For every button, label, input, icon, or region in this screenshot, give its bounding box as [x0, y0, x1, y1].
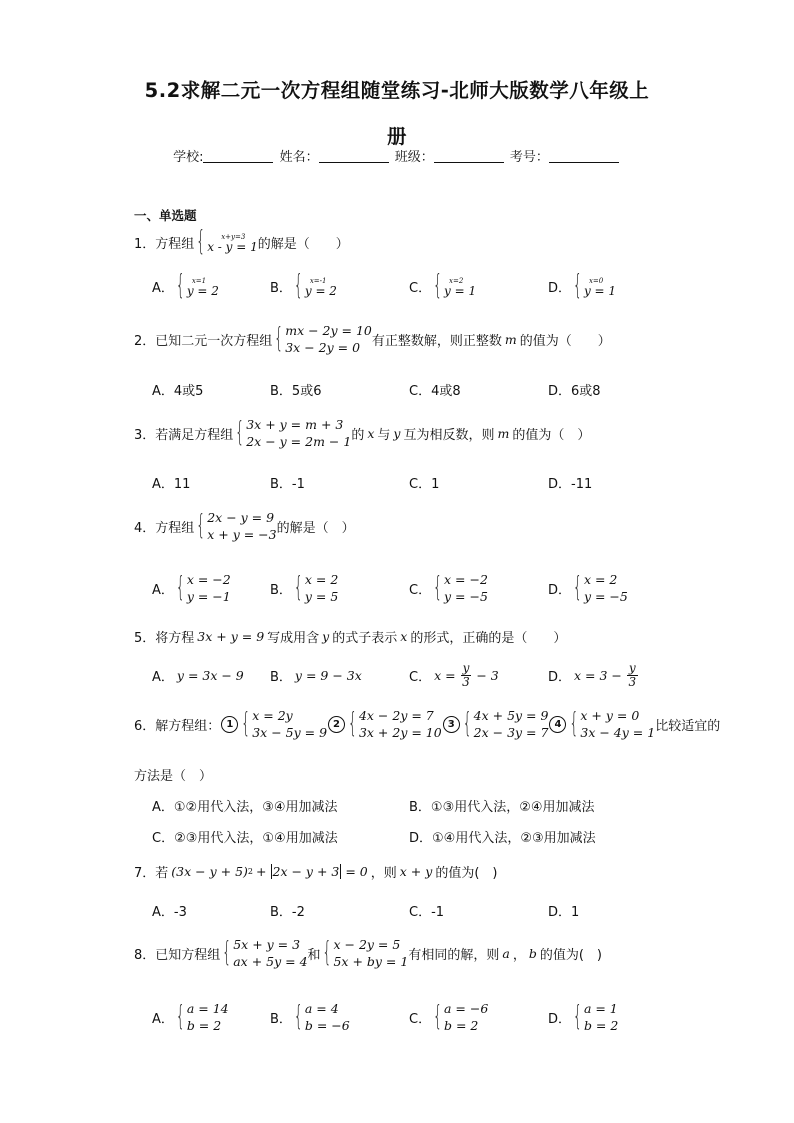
question-text: 的	[351, 427, 365, 443]
equation: 4x + 5y = 9	[473, 708, 549, 723]
exponent: 2	[247, 867, 254, 876]
circled-number: 4	[549, 716, 566, 733]
equation: y = −5	[583, 589, 628, 604]
option-b[interactable]: B． { x=-1 y = 2	[270, 270, 337, 302]
option-c[interactable]: C． { x=2 y = 1	[409, 270, 477, 302]
circled-number: 1	[221, 716, 238, 733]
fraction: $\frac{y}{3}$	[462, 661, 470, 689]
equation: x - y = 1	[207, 240, 258, 254]
question-text: 将方程	[155, 631, 195, 646]
equation: 3x − 4y = 1	[580, 725, 656, 740]
equation: 3x + 2y = 10	[358, 725, 442, 740]
option-c[interactable]: C． { a = −6 b = 2	[409, 1001, 489, 1033]
title-line-1: 5.2求解二元一次方程组随堂练习-北师大版数学八年级上	[144, 79, 650, 102]
option-d[interactable]: D．①④用代入法，②③用加减法	[409, 831, 596, 846]
question-1	[134, 226, 349, 258]
variable: a	[502, 945, 510, 961]
option-b[interactable]: B． y = 9 − 3x	[270, 668, 362, 685]
equation-system: { x+y=3 x - y = 1	[196, 226, 258, 258]
option-c[interactable]: C．4或8	[409, 384, 461, 399]
expression: 2x − y + 3	[272, 864, 340, 879]
option-a[interactable]: A． { x=1 y = 2	[152, 270, 219, 302]
question-text: 互为相反数，则	[403, 427, 495, 443]
question-number: 3．	[134, 427, 156, 443]
question-text: 若满足方程组	[155, 427, 234, 443]
question-text: 解方程组：	[155, 718, 221, 734]
option-a[interactable]: A． { a = 14 b = 2	[152, 1001, 229, 1033]
option-d[interactable]: D．1	[548, 905, 580, 920]
equation: 5x + y = 3	[233, 937, 301, 952]
question-text: 有正整数解，则正整数	[371, 333, 502, 349]
question-2	[134, 322, 611, 356]
abs-bar	[340, 864, 341, 879]
equation: x=0	[588, 277, 604, 285]
option-b[interactable]: B． { a = 4 b = −6	[270, 1001, 350, 1033]
option-a[interactable]: A．4或5	[152, 384, 204, 399]
equation: x + y = −3	[207, 527, 277, 542]
question-text: 方程组	[155, 236, 195, 252]
fraction: $\frac{y}{3}$	[628, 661, 637, 689]
question-number: 4．	[134, 520, 156, 536]
option-d[interactable]: D．6或8	[548, 384, 601, 399]
section-heading: 一、单选题	[134, 208, 197, 223]
question-text: 的式子表示	[332, 631, 398, 646]
option-c[interactable]: C． { x = −2 y = −5	[409, 572, 488, 604]
option-d[interactable]: D．-11	[548, 477, 593, 492]
equation: x = −2	[444, 572, 488, 587]
equation: 2x − y = 9	[207, 510, 275, 525]
option-a[interactable]: A．①②用代入法，③④用加减法	[152, 800, 338, 815]
option-a[interactable]: A． y = 3x − 9	[152, 668, 244, 685]
school-label: 学校:	[173, 150, 204, 165]
option-b[interactable]: B．-2	[270, 905, 305, 920]
question-text: 与	[377, 427, 391, 443]
option-c[interactable]: C．②③用代入法，①④用加减法	[152, 831, 338, 846]
option-d[interactable]: D． { x=0 y = 1	[548, 270, 617, 302]
equation: a = 14	[186, 1001, 229, 1016]
question-text: 的解是（ ）	[257, 236, 349, 252]
equation: b = 2	[186, 1018, 222, 1033]
option-d[interactable]: D． { a = 1 b = 2	[548, 1001, 619, 1033]
equation: 3x − 5y = 9	[252, 725, 328, 740]
equation: 5x + by = 1	[333, 954, 409, 969]
equation: 3x + y = m + 3	[246, 417, 344, 432]
circled-number: 3	[443, 716, 460, 733]
equation: x = −2	[186, 572, 231, 587]
equation-system: { 2x − y = 9 x + y = −3	[196, 510, 277, 542]
option-b[interactable]: B．5或6	[270, 384, 322, 399]
equation: a = 4	[304, 1001, 339, 1016]
question-6-line-2	[134, 765, 212, 784]
equation-system: { mx − 2y = 10 3x − 2y = 0	[274, 323, 372, 355]
equation: x=-1	[309, 277, 327, 285]
question-text: 的值为（ ）	[512, 427, 591, 443]
question-text: 写成用含	[267, 631, 320, 646]
question-4	[134, 509, 355, 543]
student-info-line	[0, 146, 794, 165]
school-blank	[203, 150, 273, 163]
question-text: 的解是（ ）	[276, 520, 355, 536]
option-d[interactable]: D． x = 3 − $\frac{y}{3}$	[548, 661, 637, 689]
question-number: 7．	[134, 866, 156, 881]
equation: y = 3x − 9	[176, 668, 244, 683]
class-blank	[434, 150, 504, 163]
question-text: 已知二元一次方程组	[155, 333, 273, 349]
equation: mx − 2y = 10	[285, 323, 372, 338]
title-line-2: 册	[386, 125, 407, 148]
equation: x+y=3	[221, 233, 246, 241]
equation: y = −1	[186, 589, 231, 604]
equation: x = 2	[583, 572, 618, 587]
question-text: 若	[155, 866, 169, 881]
question-text: 已知方程组	[155, 947, 221, 963]
variable: b	[528, 945, 537, 961]
equation: y = 2	[304, 284, 337, 298]
equation: 3x + y = 9	[197, 629, 265, 644]
equation: y = 2	[186, 284, 219, 298]
question-text: ，则	[370, 866, 397, 881]
circled-number: 2	[328, 716, 345, 733]
question-text: 比较适宜的	[655, 718, 721, 734]
equation: ax + 5y = 4	[233, 954, 308, 969]
expression: (3x − y + 5)	[171, 864, 248, 879]
question-text: 方法是（ ）	[134, 769, 213, 784]
question-number: 5．	[134, 631, 156, 646]
question-5	[134, 627, 566, 646]
question-7: 7． 若 (3x − y + 5) 2 + 2x − y + 3 = 0 ，则 x + y 的值为( )	[134, 864, 498, 881]
equation: x − 2y = 5	[333, 937, 401, 952]
equation: b = 2	[583, 1018, 619, 1033]
question-6: 6． 解方程组： 1 { x = 2y 3x − 5y = 9 2 { 4x − 2y = 7 3x + 2y = 10 3 { 4x + 5y = 9 2x − 3y = 7 4 { x + y = 0 3x − 4y = 1 比较适宜的	[134, 708, 721, 740]
question-number: 1．	[134, 236, 156, 252]
option-a[interactable]: A．11	[152, 477, 191, 492]
question-3	[134, 416, 590, 450]
question-8: 8． 已知方程组 { 5x + y = 3 ax + 5y = 4 和 { x − 2y = 5 5x + by = 1 有相同的解，则 a ， b 的值为( )	[134, 937, 602, 969]
question-text: 方程组	[155, 520, 195, 536]
equation: y = 5	[304, 589, 339, 604]
option-c[interactable]: C． x = $\frac{y}{3}$ − 3	[409, 661, 499, 689]
variable: m	[497, 425, 510, 441]
option-c[interactable]: C．1	[409, 477, 440, 492]
name-label: 姓名：	[279, 150, 319, 165]
option-a[interactable]: A．-3	[152, 905, 187, 920]
option-a[interactable]: A． { x = −2 y = −1	[152, 572, 231, 604]
equation: y = 9 − 3x	[294, 668, 362, 683]
option-b[interactable]: B．-1	[270, 477, 305, 492]
equation: y = −5	[444, 589, 488, 604]
exam-number-label: 考号：	[509, 150, 549, 165]
equation: 2x − 3y = 7	[473, 725, 549, 740]
option-c[interactable]: C．-1	[409, 905, 445, 920]
class-label: 班级：	[394, 150, 434, 165]
variable: x	[400, 629, 408, 644]
option-d[interactable]: D． { x = 2 y = −5	[548, 572, 628, 604]
variable: x	[367, 425, 375, 441]
variable: y	[322, 629, 330, 644]
equation: y = 1	[583, 284, 617, 298]
equation: 2x − y = 2m − 1	[246, 434, 352, 449]
equation: x=2	[449, 277, 464, 285]
exam-number-blank	[549, 150, 619, 163]
question-text: 的值为( )	[539, 947, 602, 963]
equation: x + y = 0	[580, 708, 640, 723]
question-text: 有相同的解，则	[408, 947, 500, 963]
equation: x = 2	[304, 572, 339, 587]
option-b[interactable]: B．①③用代入法，②④用加减法	[409, 800, 595, 815]
equation: a = −6	[444, 1001, 489, 1016]
equation: y = 1	[444, 284, 477, 298]
option-b[interactable]: B． { x = 2 y = 5	[270, 572, 339, 604]
question-text: 的值为（ ）	[519, 333, 611, 349]
equation: x = 2y	[252, 708, 293, 723]
question-number: 8．	[134, 947, 156, 963]
equation: x=1	[191, 277, 207, 285]
equation: a = 1	[583, 1001, 618, 1016]
equation: b = 2	[444, 1018, 479, 1033]
equation: 4x − 2y = 7	[358, 708, 434, 723]
question-text: 的值为( )	[435, 866, 498, 881]
name-blank	[319, 150, 389, 163]
variable: m	[504, 331, 517, 347]
abs-bar	[271, 864, 272, 879]
equation-system: { 3x + y = m + 3 2x − y = 2m − 1	[235, 417, 352, 449]
question-text: 和	[307, 947, 321, 963]
question-text: 的形式，正确的是（ ）	[410, 631, 567, 646]
expression: x + y	[399, 864, 433, 879]
equation: 3x − 2y = 0	[285, 340, 361, 355]
variable: y	[393, 425, 401, 441]
question-number: 2．	[134, 333, 156, 349]
equation: b = −6	[304, 1018, 350, 1033]
question-number: 6．	[134, 718, 156, 734]
